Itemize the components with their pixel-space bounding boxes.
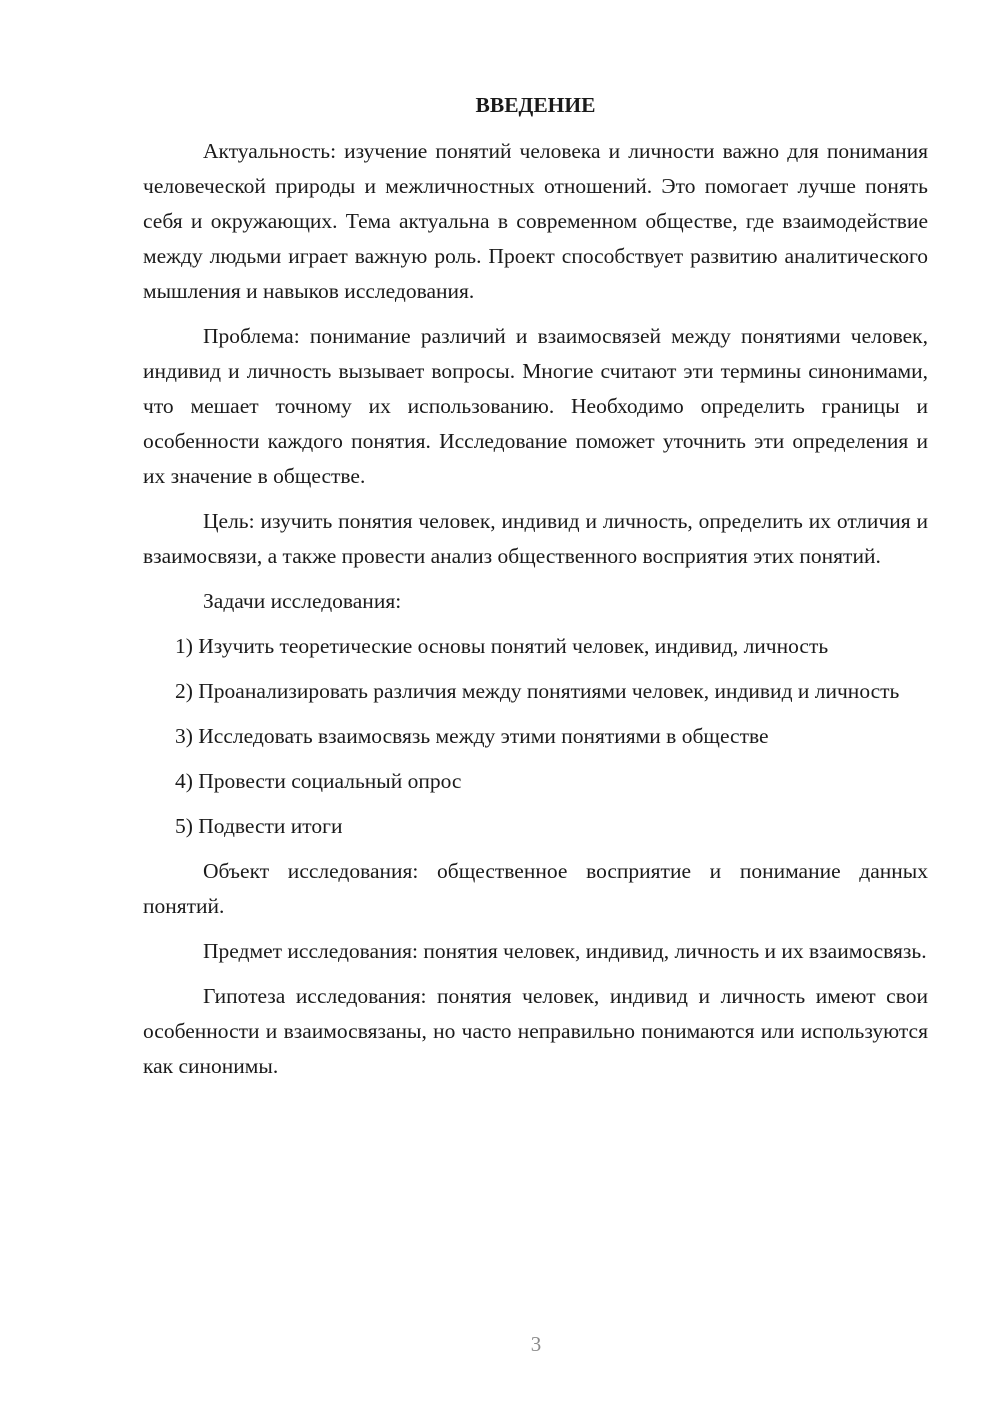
page-number: 3 [530, 1332, 542, 1356]
paragraph-relevance: Актуальность: изучение понятий человека и личности важно для понимания человеческой природы и межличностных отношений. Это помогает лучше понять себя и окружающих. Тема актуальна в современном обществе, где взаимодействие между людьми играет важную роль. Проект способствует развитию аналитического мышления и навыков исследования. [143, 139, 928, 303]
paragraph-goal: Цель: изучить понятия человек, индивид и личность, определить их отличия и взаимосвязи, а также провести анализ общественного восприятия этих понятий. [143, 509, 928, 568]
paragraph-subject: Предмет исследования: понятия человек, индивид, личность и их взаимосвязь. [203, 939, 927, 963]
task-item-3: 3) Исследовать взаимосвязь между этими понятиями в обществе [175, 724, 769, 748]
task-item-4: 4) Провести социальный опрос [175, 769, 462, 793]
paragraph-object: Объект исследования: общественное восприятие и понимание данных понятий. [143, 859, 928, 918]
task-item-2: 2) Проанализировать различия между понятиями человек, индивид и личность [175, 679, 900, 703]
tasks-heading: Задачи исследования: [203, 589, 402, 613]
task-item-5: 5) Подвести итоги [175, 814, 343, 838]
document-body [143, 88, 928, 1094]
task-item-1: 1) Изучить теоретические основы понятий человек, индивид, личность [175, 634, 829, 658]
paragraph-problem: Проблема: понимание различий и взаимосвязей между понятиями человек, индивид и личность вызывает вопросы. Многие считают эти термины синонимами, что мешает точному их использованию. Необходимо определить границы и особенности каждого понятия. Исследование поможет уточнить эти определения и их значение в обществе. [143, 324, 928, 488]
paragraph-hypothesis: Гипотеза исследования: понятия человек, индивид и личность имеют свои особенности и взаимосвязаны, но часто неправильно понимаются или используются как синонимы. [143, 984, 928, 1078]
page-title: ВВЕДЕНИЕ [475, 93, 596, 117]
